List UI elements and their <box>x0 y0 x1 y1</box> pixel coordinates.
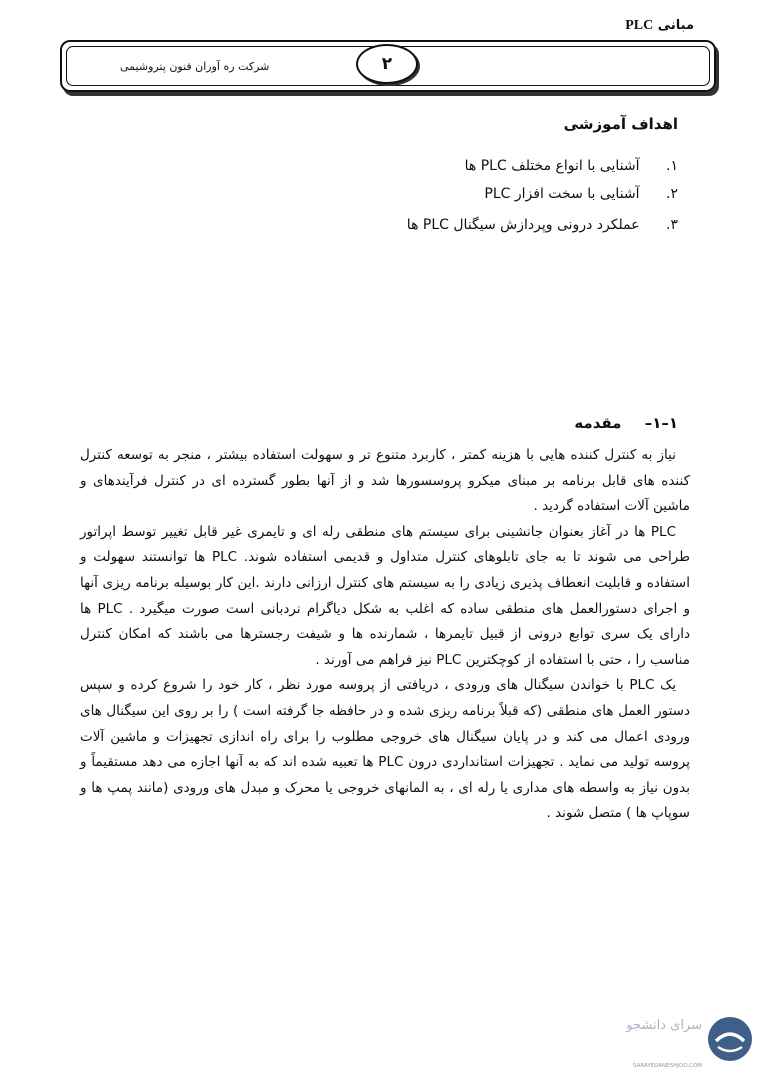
objective-number: ۳. <box>666 217 678 233</box>
paragraph: نیاز به کنترل کننده هایی با هزینه کمتر ، کاربرد متنوع تر و سهولت استفاده بیشتر ، منجر به توسعه کنترل کننده های قابل برنامه بر مبنای میکرو پروسسورها شد و از آنها بطور گسترده ای در کنترل فرآیندهای و ماشین آلات استفاده گردید . <box>80 447 690 515</box>
objective-number: ۱. <box>666 158 678 174</box>
objective-text: عملکرد درونی وپردازش سیگنال PLC ها <box>406 217 640 233</box>
header-title-latin: PLC <box>625 18 654 33</box>
intro-body <box>80 443 690 827</box>
header-title-text: مبانی <box>657 18 694 33</box>
logo-brand: سرای دانشجو <box>626 1018 702 1033</box>
paragraph: یک PLC با خواندن سیگنال های ورودی ، دریافتی از پروسه مورد نظر ، کار خود را شروع کرده و سپس دستور العمل های منطقی (که قبلاً برنامه ریزی شده و در حافظه جا گرفته است ) را بر روی این سیگنال های ورودی اعمال می کند و در پایان سیگنال های خروجی مطلوب را برای راه اندازی تجهیزات و ماشین آلات پروسه تولید می نماید . تجهیزات استانداردی درون PLC ها تعبیه شده اند که به آنها اجازه می دهد مستقیماً و بدون نیاز به واسطه های مداری یا رله ای ، به المانهای خروجی یا محرک و مبدل های ورودی (مانند پمپ ها و سوپاپ ها ) متصل شوند . <box>80 677 690 822</box>
section-number: ۱–۱– <box>644 414 678 432</box>
objective-number: ۲. <box>666 186 678 202</box>
objective-item-3 <box>407 217 678 233</box>
logo-site: SARAYEDANESHJOO.COM <box>633 1063 702 1069</box>
objective-text: آشنایی با انواع مختلف PLC ها <box>464 158 640 174</box>
header-company: شرکت ره آوران فنون پتروشیمی <box>120 60 270 73</box>
header-title <box>625 18 694 34</box>
page-number: ۲ <box>356 44 418 84</box>
objective-item-1 <box>465 158 678 174</box>
objective-item-2 <box>484 186 678 202</box>
intro-heading <box>574 414 678 432</box>
objective-text: آشنایی با سخت افزار PLC <box>484 186 640 202</box>
watermark-logo <box>598 1005 758 1075</box>
paragraph: PLC ها در آغاز بعنوان جانشینی برای سیستم های منطقی رله ای و تایمری غیر قابل تغییر توسط اپراتور طراحی می شوند تا به جای تابلوهای کنترل متداول و قدیمی استفاده شوند. PLC ها توانستند سهولت و استفاده و قابلیت انعطاف پذیری زیادی را به سیستم های کنترل ارزانی دارند .این کار بوسیله برنامه ریزی آنها و اجرای دستورالعمل های منطقی ساده که اغلب به شکل دیاگرام نردبانی است صورت میگیرد . PLC ها دارای یک سری توابع درونی از قبیل تایمرها ، شمارنده ها و شیفت رجسترها می باشند که امکان کنترل مناسب را ، حتی با استفاده از کوچکترین PLC نیز فراهم می آورند . <box>80 523 691 668</box>
section-title: مقدمه <box>574 414 622 432</box>
logo-icon <box>598 1005 758 1075</box>
objectives-heading: اهداف آموزشی <box>563 115 678 133</box>
